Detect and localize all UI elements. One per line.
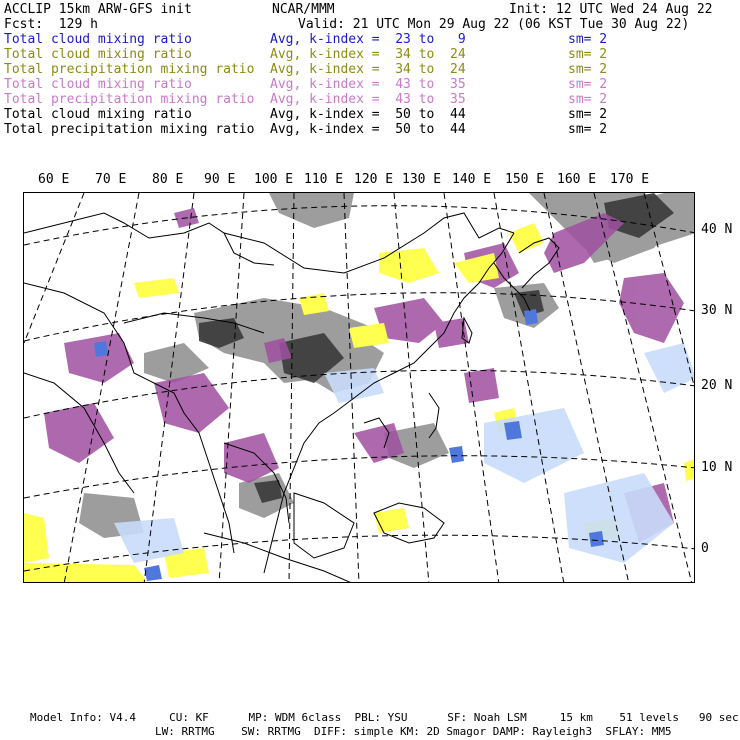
legend-smoothing: sm= 2 bbox=[568, 92, 608, 107]
lon-label: 90 E bbox=[204, 172, 236, 187]
map-panel bbox=[23, 192, 695, 583]
legend-smoothing: sm= 2 bbox=[568, 32, 608, 47]
lon-label: 100 E bbox=[254, 172, 294, 187]
forecast-hour: Fcst: 129 h bbox=[4, 17, 98, 32]
lat-label: 0 bbox=[701, 541, 709, 556]
lon-label: 60 E bbox=[38, 172, 70, 187]
legend-field-name: Total precipitation mixing ratio bbox=[4, 62, 255, 77]
legend-level-range: Avg, k-index = 50 to 44 bbox=[270, 122, 466, 137]
lon-label: 150 E bbox=[505, 172, 545, 187]
lon-label: 140 E bbox=[452, 172, 492, 187]
legend-field-name: Total cloud mixing ratio bbox=[4, 77, 192, 92]
lon-label: 170 E bbox=[610, 172, 650, 187]
valid-time: Valid: 21 UTC Mon 29 Aug 22 (06 KST Tue 30 Aug 22) bbox=[298, 17, 690, 32]
legend-field-name: Total cloud mixing ratio bbox=[4, 107, 192, 122]
legend-level-range: Avg, k-index = 23 to 9 bbox=[270, 32, 466, 47]
lon-label: 80 E bbox=[152, 172, 184, 187]
lon-label: 70 E bbox=[95, 172, 127, 187]
title-center: NCAR/MMM bbox=[272, 2, 335, 17]
footer-model-info: Model Info: V4.4 CU: KF MP: WDM 6class PBL: YSU SF: Noah LSM 15 km 51 levels 90 sec bbox=[30, 711, 739, 724]
lon-label: 120 E bbox=[354, 172, 394, 187]
init-time: Init: 12 UTC Wed 24 Aug 22 bbox=[509, 2, 713, 17]
legend-smoothing: sm= 2 bbox=[568, 62, 608, 77]
legend-level-range: Avg, k-index = 34 to 24 bbox=[270, 47, 466, 62]
legend-level-range: Avg, k-index = 43 to 35 bbox=[270, 92, 466, 107]
footer-physics-info: LW: RRTMG SW: RRTMG DIFF: simple KM: 2D Smagor DAMP: Rayleigh3 SFLAY: MM5 bbox=[155, 725, 672, 738]
legend-level-range: Avg, k-index = 34 to 24 bbox=[270, 62, 466, 77]
lat-label: 20 N bbox=[701, 378, 733, 393]
legend-level-range: Avg, k-index = 50 to 44 bbox=[270, 107, 466, 122]
legend-smoothing: sm= 2 bbox=[568, 47, 608, 62]
lat-label: 30 N bbox=[701, 303, 733, 318]
legend-smoothing: sm= 2 bbox=[568, 107, 608, 122]
lat-label: 10 N bbox=[701, 460, 733, 475]
legend-field-name: Total precipitation mixing ratio bbox=[4, 122, 255, 137]
legend-smoothing: sm= 2 bbox=[568, 122, 608, 137]
lon-label: 110 E bbox=[304, 172, 344, 187]
lon-label: 130 E bbox=[402, 172, 442, 187]
map-canvas bbox=[24, 193, 695, 583]
legend-smoothing: sm= 2 bbox=[568, 77, 608, 92]
legend-field-name: Total precipitation mixing ratio bbox=[4, 92, 255, 107]
legend-level-range: Avg, k-index = 43 to 35 bbox=[270, 77, 466, 92]
lon-label: 160 E bbox=[557, 172, 597, 187]
legend-field-name: Total cloud mixing ratio bbox=[4, 32, 192, 47]
legend-field-name: Total cloud mixing ratio bbox=[4, 47, 192, 62]
title-left: ACCLIP 15km ARW-GFS init bbox=[4, 2, 192, 17]
lat-label: 40 N bbox=[701, 222, 733, 237]
